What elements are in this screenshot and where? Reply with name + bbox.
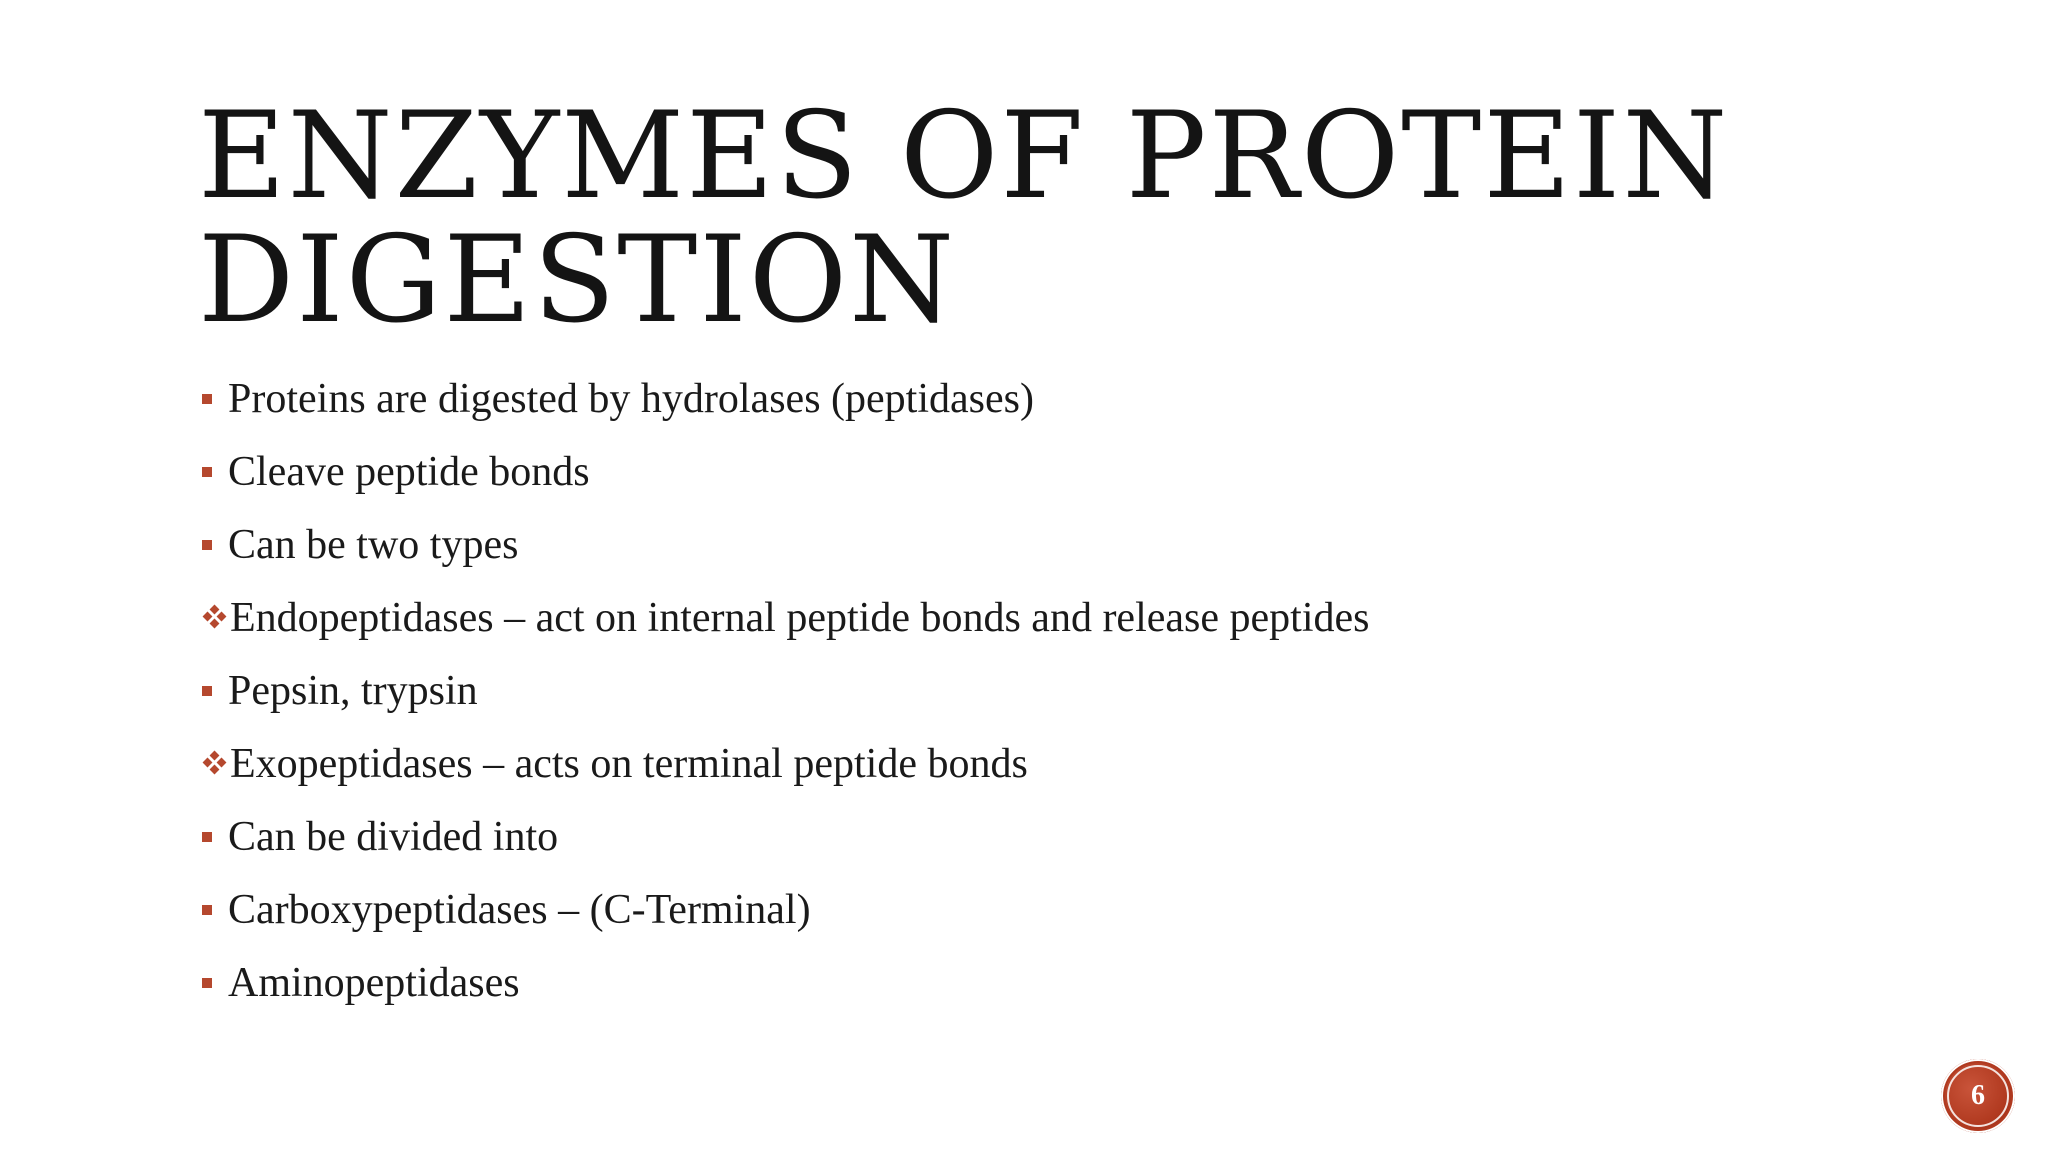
bullet-item (200, 800, 1369, 873)
square-bullet-icon (202, 467, 212, 477)
bullet-item (200, 581, 1369, 654)
page-number: 6 (1971, 1080, 1985, 1111)
square-bullet-icon (202, 905, 212, 915)
bullet-text: Can be two types (228, 521, 519, 568)
bullet-list (200, 362, 1369, 1019)
bullet-item (200, 654, 1369, 727)
bullet-item (200, 508, 1369, 581)
square-bullet-icon (202, 832, 212, 842)
diamond-bullet-icon (200, 749, 230, 779)
slide-title-line-1: ENZYMES OF PROTEIN (198, 87, 1730, 226)
bullet-item (200, 435, 1369, 508)
square-bullet-icon (202, 686, 212, 696)
bullet-item (200, 873, 1369, 946)
slide-title-line-2: DIGESTION (198, 211, 957, 350)
square-bullet-icon (202, 394, 212, 404)
diamond-bullet-icon (200, 603, 230, 633)
square-bullet-icon (202, 978, 212, 988)
bullet-text: Can be divided into (228, 813, 559, 860)
page-number-badge (1941, 1059, 2015, 1133)
bullet-text: Pepsin, trypsin (228, 667, 478, 714)
bullet-item (200, 727, 1369, 800)
slide-title (198, 87, 1898, 350)
bullet-text: Cleave peptide bonds (228, 448, 590, 495)
bullet-text: Endopeptidases – act on internal peptide bonds and release peptides (230, 594, 1370, 641)
bullet-text: Exopeptidases – acts on terminal peptide bonds (230, 740, 1028, 787)
bullet-item (200, 362, 1369, 435)
bullet-text: Carboxypeptidases – (C-Terminal) (228, 886, 811, 933)
bullet-item (200, 946, 1369, 1019)
bullet-text: Proteins are digested by hydrolases (peptidases) (228, 375, 1034, 422)
bullet-text: Aminopeptidases (228, 959, 520, 1006)
square-bullet-icon (202, 540, 212, 550)
